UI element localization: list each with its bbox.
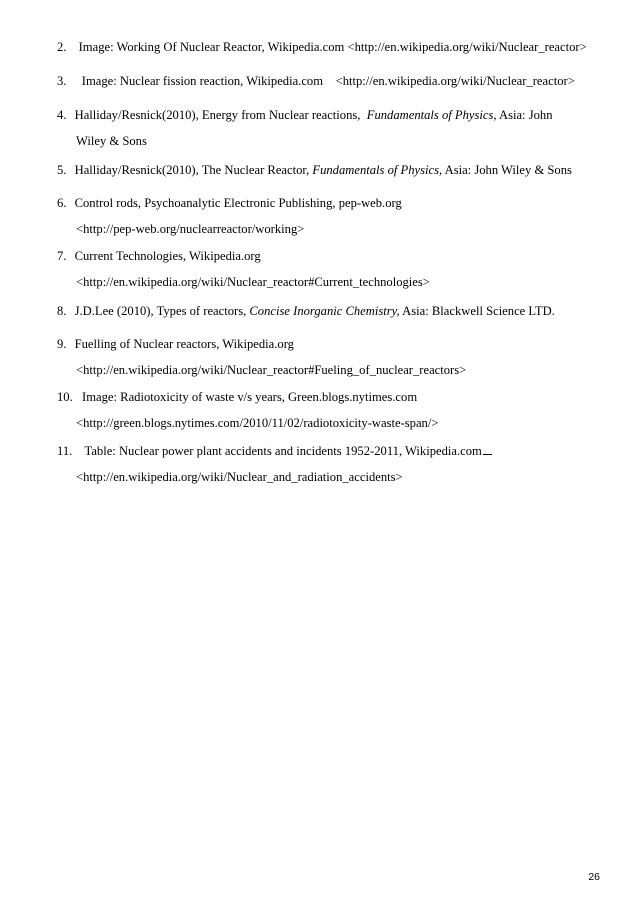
reference-item-2 xyxy=(57,34,587,60)
reference-book-title: Fundamentals of Physics xyxy=(366,108,494,122)
reference-number: 2. xyxy=(57,40,67,54)
reference-author-title: Halliday/Resnick(2010), Energy from Nuclear reactions, xyxy=(74,108,367,122)
reference-text: Control rods, Psychoanalytic Electronic Publishing, pep-web.org xyxy=(74,196,402,210)
reference-publisher: , Asia: John xyxy=(493,108,553,122)
underline-mark xyxy=(483,444,492,455)
reference-text: Image: Nuclear fission reaction, Wikipedia.com <http://en.wikipedia.org/wiki/Nuclear_reactor> xyxy=(78,74,575,88)
reference-text: Fuelling of Nuclear reactors, Wikipedia.org xyxy=(74,337,294,351)
reference-item-9 xyxy=(57,331,466,383)
reference-item-7 xyxy=(57,243,430,295)
reference-number: 4. xyxy=(57,108,67,122)
reference-number: 8. xyxy=(57,304,67,318)
reference-continuation: Wiley & Sons xyxy=(76,134,147,148)
reference-number: 9. xyxy=(57,337,67,351)
reference-url: <http://en.wikipedia.org/wiki/Nuclear_and_radiation_accidents> xyxy=(76,470,403,484)
reference-number: 7. xyxy=(57,249,67,263)
reference-item-5 xyxy=(57,157,572,183)
reference-author-title: J.D.Lee (2010), Types of reactors, xyxy=(74,304,250,318)
reference-text: Table: Nuclear power plant accidents and incidents 1952-2011, Wikipedia.com xyxy=(78,444,482,458)
reference-text: Image: Radiotoxicity of waste v/s years, Green.blogs.nytimes.com xyxy=(78,390,418,404)
reference-number: 3. xyxy=(57,74,67,88)
reference-url: <http://en.wikipedia.org/wiki/Nuclear_reactor#Current_technologies> xyxy=(76,275,430,289)
reference-item-11 xyxy=(57,438,492,490)
reference-url: <http://en.wikipedia.org/wiki/Nuclear_reactor#Fueling_of_nuclear_reactors> xyxy=(76,363,467,377)
reference-number: 5. xyxy=(57,163,67,177)
reference-text xyxy=(75,304,555,318)
reference-item-6 xyxy=(57,190,402,242)
reference-text xyxy=(75,108,553,122)
reference-item-4 xyxy=(57,102,553,154)
reference-number: 6. xyxy=(57,196,67,210)
reference-author-title: Halliday/Resnick(2010), The Nuclear Reactor, xyxy=(74,163,313,177)
reference-url: <http://pep-web.org/nuclearreactor/working> xyxy=(76,222,305,236)
reference-text: Image: Working Of Nuclear Reactor, Wikipedia.com <http://en.wikipedia.org/wiki/Nuclear_reactor> xyxy=(78,40,587,54)
reference-item-3 xyxy=(57,68,575,94)
reference-item-10 xyxy=(57,384,438,436)
reference-number: 10. xyxy=(57,390,73,404)
reference-url: <http://green.blogs.nytimes.com/2010/11/02/radiotoxicity-waste-span/> xyxy=(76,416,439,430)
reference-item-8 xyxy=(57,298,555,324)
reference-publisher: Asia: Blackwell Science LTD. xyxy=(399,304,555,318)
reference-number: 11. xyxy=(57,444,73,458)
reference-book-title: Fundamentals of Physics xyxy=(312,163,439,177)
reference-text xyxy=(75,163,572,177)
reference-book-title: Concise Inorganic Chemistry, xyxy=(249,304,400,318)
reference-publisher: , Asia: John Wiley & Sons xyxy=(439,163,572,177)
reference-text: Current Technologies, Wikipedia.org xyxy=(74,249,261,263)
page-number: 26 xyxy=(588,871,600,883)
